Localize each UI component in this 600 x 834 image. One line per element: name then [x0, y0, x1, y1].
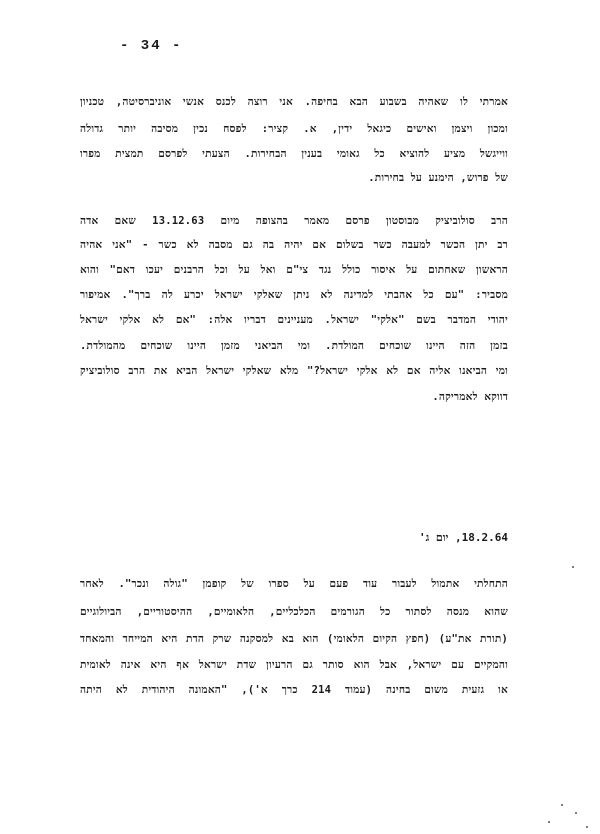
paragraph-3-line-5: או גזעית משום בחינה (עמוד 214 כרך א'), "האמונה היהודית לא היתה	[80, 684, 508, 696]
paragraph-2-line-4: מסביר: "עם כל אהבתי למדינה לא ניתן שאלקי ישראל יכרע לה ברך". אמיפור	[80, 289, 508, 301]
paragraph-1-line-4: של פרוש, הימנע על בחירות.	[368, 172, 508, 184]
scan-speck	[575, 812, 577, 814]
paragraph-2-line-6: בזמן הזה היינו שוכחים המולדת. ומי הביאני מזמן היינו שוכחים מהמולדת.	[80, 340, 508, 352]
paragraph-3-line-2: שהוא מנסה לסתור כל הגורמים הכלכליים, הלאומיים, ההיסטוריים, הביולוגיים	[80, 606, 508, 618]
paragraph-2-line-2: רב יתן הכשר למעבה כשר בשלום אם יהיה בה גם מסבה לא כשר - "אני אהיה	[80, 239, 508, 251]
paragraph-2-line-5: יהודי המדבר בשם "אלקי" ישראל. מעניינים דבריו אלה: "אם לא אלקי ישראל	[80, 314, 508, 326]
date-heading: 18.2.64, יום ג'	[418, 531, 508, 544]
paragraph-2-line-8: דווקא לאמריקה.	[432, 391, 508, 403]
paragraph-1-line-1: אמרתי לו שאהיה בשבוע הבא בחיפה. אני רוצה לכנס אנשי אוניברסיטה, טכניון	[80, 96, 508, 108]
paragraph-1-line-2: ומכון ויצמן ואישים כיגאל ידין, א. קציר: לפסח נכין מסיבה יותר גדולה	[80, 123, 508, 135]
paragraph-2-line-3: הראשון שאחתום על איסור כולל נגד צי"ם ואל על וכל הרבנים יעכו דאם" והוא	[80, 264, 508, 276]
paragraph-2-line-7: ומי הביאנו אליה אם לא אלקי ישראל?" מלא שאלקי ישראל הביא את הרב סולוביציק	[80, 365, 508, 377]
scan-speck	[548, 821, 550, 823]
page-number: - 34 -	[120, 38, 183, 54]
paragraph-3-line-1: התחלתי אתמול לעבור עוד פעם על ספרו של קופמן "גולה ונכר". לאחר	[80, 578, 508, 590]
scan-speck	[561, 804, 563, 806]
scan-speck	[586, 826, 588, 828]
paragraph-3-line-3: (תורת את"ע) (חפץ הקיום הלאומי) הוא בא למסקנה שרק הדת היא המייחד והמאחד	[80, 633, 508, 645]
paragraph-2-line-1: הרב סולוביציק מבוסטון פרסם מאמר בהצופה מיום 13.12.63 שאם אדה	[80, 215, 508, 227]
paragraph-1-line-3: ווייגשל מציע להוציא כל גאומי בענין הבחירות. הצעתי לפרסם תמצית מפרו	[80, 148, 508, 160]
paragraph-3-line-4: והמקיים עם ישראל, אבל הוא סותר גם הרעיון שדת ישראל אף היא אינה לאומית	[80, 659, 508, 671]
scan-speck	[572, 566, 574, 568]
